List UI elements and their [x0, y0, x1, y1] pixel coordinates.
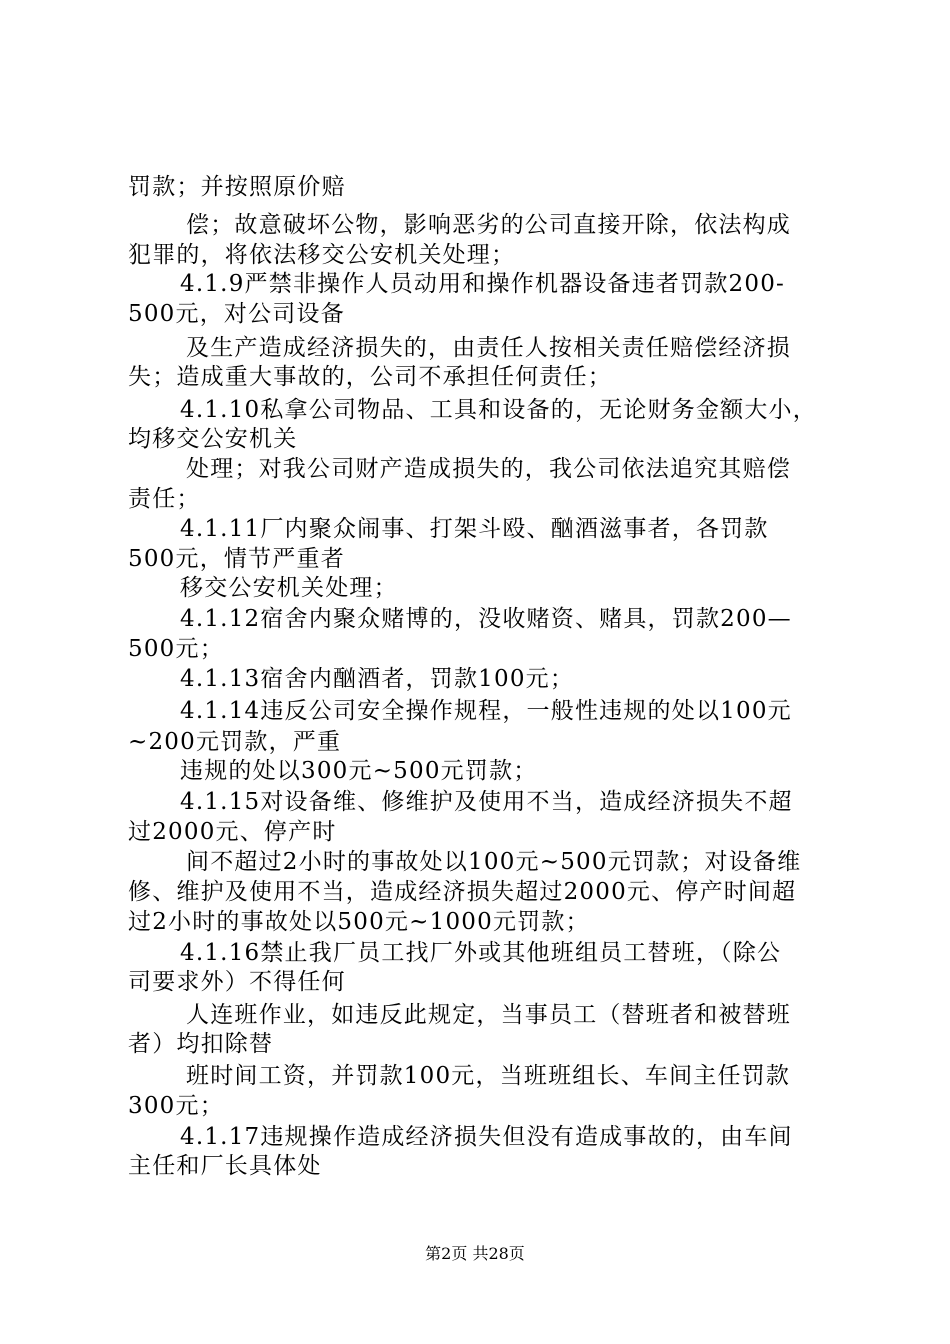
text-line: 4.1.16禁止我厂员工找厂外或其他班组员工替班，（除公 [180, 940, 782, 966]
text-line: 均移交公安机关 [128, 426, 298, 452]
text-line: 间不超过2小时的事故处以100元~500元罚款；对设备维 [186, 849, 802, 875]
text-line: 500元，对公司设备 [128, 301, 345, 327]
text-line: 4.1.17违规操作造成经济损失但没有造成事故的，由车间 [180, 1124, 793, 1150]
text-line: 4.1.9严禁非操作人员动用和操作机器设备违者罚款200- [180, 271, 785, 297]
text-line: 移交公安机关处理； [180, 575, 398, 601]
text-line: 4.1.13宿舍内酗酒者，罚款100元； [180, 666, 575, 692]
text-line: 者）均扣除替 [128, 1031, 274, 1057]
page-number-footer: 第2页 共28页 [425, 1244, 525, 1263]
text-line: 过2小时的事故处以500元~1000元罚款； [128, 909, 590, 935]
text-line: 犯罪的，将依法移交公安机关处理； [128, 242, 516, 268]
text-line: 过2000元、停产时 [128, 819, 337, 845]
text-line: 300元； [128, 1093, 224, 1119]
text-line: 500元； [128, 636, 224, 662]
text-line: 主任和厂长具体处 [128, 1153, 322, 1179]
text-line: 偿；故意破坏公物，影响恶劣的公司直接开除，依法构成 [186, 212, 791, 238]
text-line: 处理；对我公司财产造成损失的，我公司依法追究其赔偿 [186, 456, 791, 482]
text-line: 500元，情节严重者 [128, 546, 345, 572]
text-line: 4.1.10私拿公司物品、工具和设备的，无论财务金额大小， [180, 397, 817, 423]
text-line: 人连班作业，如违反此规定，当事员工（替班者和被替班 [186, 1002, 791, 1028]
text-line: 违规的处以300元~500元罚款； [180, 758, 538, 784]
text-line: ~200元罚款，严重 [128, 729, 342, 755]
text-line: 及生产造成经济损失的，由责任人按相关责任赔偿经济损 [186, 335, 791, 361]
text-line: 4.1.12宿舍内聚众赌博的，没收赌资、赌具，罚款200— [180, 606, 792, 632]
text-line: 修、维护及使用不当，造成经济损失超过2000元、停产时间超 [128, 879, 797, 905]
text-line: 4.1.14违反公司安全操作规程，一般性违规的处以100元 [180, 698, 792, 724]
text-line: 班时间工资，并罚款100元，当班班组长、车间主任罚款 [186, 1063, 791, 1089]
text-line: 责任； [128, 486, 201, 512]
text-line: 司要求外）不得任何 [128, 969, 346, 995]
text-line: 罚款；并按照原价赔 [128, 174, 346, 200]
text-line: 4.1.11厂内聚众闹事、打架斗殴、酗酒滋事者，各罚款 [180, 516, 769, 542]
text-line: 4.1.15对设备维、修维护及使用不当，造成经济损失不超 [180, 789, 793, 815]
text-line: 失；造成重大事故的，公司不承担任何责任； [128, 364, 612, 390]
